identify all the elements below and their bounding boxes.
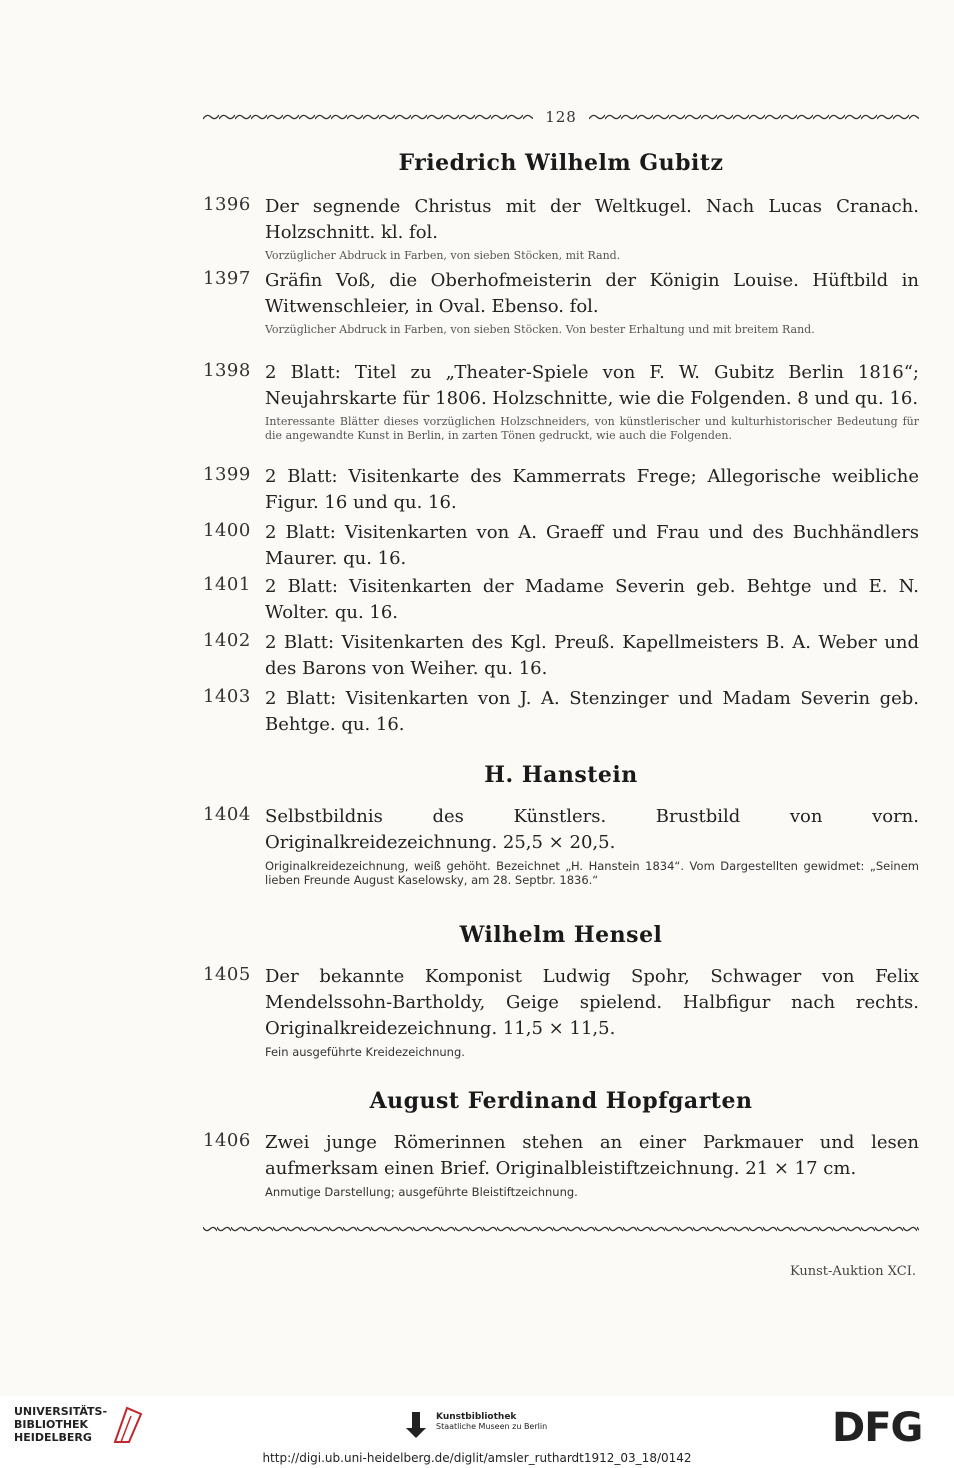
entry-number: 1400 (203, 520, 251, 541)
entry-number: 1402 (203, 630, 251, 651)
header-ornament (203, 110, 919, 124)
catalog-entry-1406 (203, 1130, 919, 1199)
section-title-hanstein: H. Hanstein (484, 762, 638, 788)
auction-signature: Kunst-Auktion XCI. (789, 1264, 916, 1279)
entry-text: 2 Blatt: Visitenkarten der Madame Severin geb. Behtge und E. N. Wolter. qu. 16. (265, 576, 919, 623)
ornament-left (203, 113, 533, 121)
section-title-gubitz: Friedrich Wilhelm Gubitz (398, 150, 724, 176)
entry-note: Vorzüglicher Abdruck in Farben, von sieben Stöcken, mit Rand. (265, 249, 621, 262)
kunstbibliothek-emblem-icon (406, 1412, 428, 1438)
entry-number: 1404 (203, 804, 251, 825)
catalog-entry-1403 (203, 686, 919, 738)
entry-number: 1403 (203, 686, 251, 707)
catalog-entry-1398 (203, 360, 919, 443)
entry-text: 2 Blatt: Visitenkarte des Kammerrats Frege; Allegorische weibliche Figur. 16 und qu. 16. (265, 466, 919, 513)
catalog-entry-1405 (203, 964, 919, 1059)
entry-number: 1405 (203, 964, 251, 985)
catalog-entry-1397 (203, 268, 919, 337)
entry-text: Selbstbildnis des Künstlers. Brustbild von vorn. Originalkreidezeichnung. 25,5 × 20,5. (265, 806, 919, 853)
entry-number: 1399 (203, 464, 251, 485)
entry-text: Der bekannte Komponist Ludwig Spohr, Schwager von Felix Mendelssohn-Bartholdy, Geige spielend. Halbfigur nach rechts. Originalkreidezeichnung. 11,5 × 11,5. (265, 966, 919, 1039)
ornament-right (589, 113, 919, 121)
entry-text: 2 Blatt: Visitenkarten von J. A. Stenzinger und Madam Severin geb. Behtge. qu. 16. (265, 688, 919, 735)
entry-note: Anmutige Darstellung; ausgeführte Bleistiftzeichnung. (265, 1185, 578, 1199)
page-number: 128 (545, 108, 577, 126)
entry-text: 2 Blatt: Visitenkarten des Kgl. Preuß. Kapellmeisters B. A. Weber und des Barons von Weiher. qu. 16. (265, 632, 919, 679)
entry-note: Fein ausgeführte Kreidezeichnung. (265, 1045, 465, 1059)
catalog-entry-1401 (203, 574, 919, 626)
entry-text: 2 Blatt: Visitenkarten von A. Graeff und Frau und des Buchhändlers Maurer. qu. 16. (265, 522, 919, 569)
entry-number: 1398 (203, 360, 251, 381)
entry-number: 1406 (203, 1130, 251, 1151)
section-title-hopfgarten: August Ferdinand Hopfgarten (369, 1088, 753, 1114)
university-emblem-icon (113, 1404, 143, 1444)
entry-note: Originalkreidezeichnung, weiß gehöht. Bezeichnet „H. Hanstein 1834“. Vom Dargestellten gewidmet: „Seinem lieben Freunde August Kaselowsky, am 28. Septbr. 1836.“ (265, 859, 919, 887)
catalog-entry-1396 (203, 194, 919, 263)
entry-number: 1396 (203, 194, 251, 215)
entry-note: Interessante Blätter dieses vorzüglichen Holzschneiders, von künstlerischer und kulturhistorischer Bedeutung für die angewandte Kunst in Berlin, in zarten Tönen gedruckt, wie auch die Folgenden. (265, 415, 919, 442)
entry-text: 2 Blatt: Titel zu „Theater-Spiele von F. W. Gubitz Berlin 1816“; Neujahrskarte für 1806. Holzschnitte, wie die Folgenden. 8 und qu. 16. (265, 362, 919, 409)
kunstbibliothek-name: Kunstbibliothek Staatliche Museen zu Berlin (436, 1412, 548, 1431)
footer-ornament (203, 1222, 919, 1236)
catalog-entry-1400 (203, 520, 919, 572)
entry-note: Vorzüglicher Abdruck in Farben, von sieben Stöcken. Von bester Erhaltung und mit breitem Rand. (265, 323, 815, 336)
section-title-hensel: Wilhelm Hensel (459, 922, 663, 948)
dfg-logo[interactable]: DFG (832, 1405, 923, 1451)
source-url-link[interactable]: http://digi.ub.uni-heidelberg.de/diglit/amsler_ruthardt1912_03_18/0142 (262, 1451, 692, 1465)
kunstbibliothek-logo[interactable] (406, 1412, 547, 1438)
entry-number: 1397 (203, 268, 251, 289)
entry-text: Der segnende Christus mit der Weltkugel. Nach Lucas Cranach. Holzschnitt. kl. fol. (265, 196, 919, 243)
university-library-logo[interactable] (14, 1404, 143, 1444)
catalog-entry-1399 (203, 464, 919, 516)
catalog-entry-1402 (203, 630, 919, 682)
ornament-bottom (203, 1225, 919, 1233)
entry-text: Gräfin Voß, die Oberhofmeisterin der Königin Louise. Hüftbild in Witwenschleier, in Oval. Ebenso. fol. (265, 270, 919, 317)
catalog-entry-1404 (203, 804, 919, 887)
entry-number: 1401 (203, 574, 251, 595)
entry-text: Zwei junge Römerinnen stehen an einer Parkmauer und lesen aufmerksam einen Brief. Originalbleistiftzeichnung. 21 × 17 cm. (265, 1132, 919, 1179)
university-library-name: UNIVERSITÄTS- BIBLIOTHEK HEIDELBERG (14, 1404, 108, 1444)
